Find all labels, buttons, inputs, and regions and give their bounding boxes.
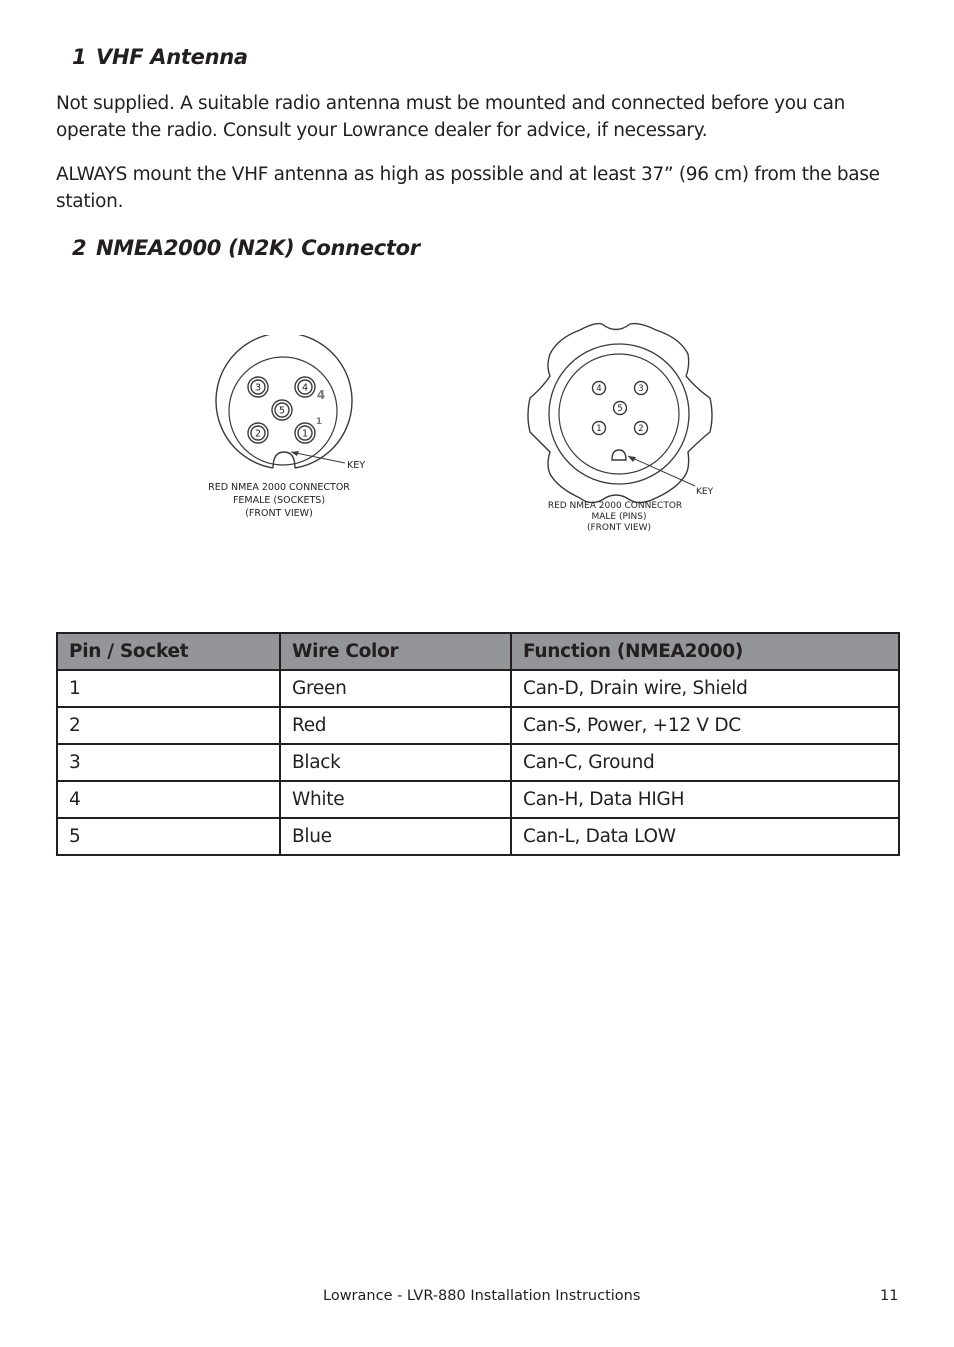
female-pin-5: 5: [278, 405, 286, 417]
table-row: [57, 670, 899, 707]
male-caption-line3: (FRONT VIEW): [586, 523, 652, 533]
table-row: [57, 707, 899, 744]
male-key-label: KEY: [696, 487, 714, 497]
cell-wire-color: Black: [280, 744, 511, 781]
female-caption-line3: (FRONT VIEW): [245, 508, 313, 519]
header-pin-socket: Pin / Socket: [57, 633, 280, 670]
section-number: 1: [72, 45, 87, 69]
female-key-arrow: [291, 452, 345, 463]
section-heading-vhf-antenna: [72, 45, 248, 69]
female-key-notch: [273, 452, 295, 468]
male-caption-line1: RED NMEA 2000 CONNECTOR: [547, 501, 683, 511]
male-pin-1: 1: [596, 424, 602, 434]
table-row: [57, 781, 899, 818]
female-connector-outer-ring: [216, 335, 352, 468]
female-pin-3: 3: [254, 382, 262, 394]
cell-function: Can-S, Power, +12 V DC: [511, 707, 899, 744]
male-connector-figure: [520, 310, 730, 535]
cell-pin: 4: [57, 781, 280, 818]
male-caption-line2: MALE (PINS): [591, 512, 647, 522]
male-connector-drawing: [520, 310, 730, 535]
female-connector-drawing: [195, 335, 375, 525]
table-header-row: [57, 633, 899, 670]
cell-function: Can-L, Data LOW: [511, 818, 899, 855]
section-heading-n2k-connector: [72, 236, 420, 260]
female-caption-line2: FEMALE (SOCKETS): [232, 495, 326, 506]
pin-function-table: [56, 632, 900, 856]
female-pin-4: 4: [301, 382, 309, 394]
header-function: Function (NMEA2000): [511, 633, 899, 670]
header-wire-color: Wire Color: [280, 633, 511, 670]
section-number: 2: [72, 236, 87, 260]
female-side-mark-1: 1: [315, 417, 323, 427]
male-pin-3: 3: [638, 384, 644, 394]
female-key-label: KEY: [347, 460, 366, 471]
female-pin-2: 2: [254, 428, 262, 440]
section-title: VHF Antenna: [96, 45, 248, 69]
footer-page-number: 11: [880, 1288, 899, 1304]
female-side-mark-4: 4: [316, 388, 326, 402]
female-connector-figure: [195, 335, 375, 525]
female-pin-1: 1: [301, 428, 309, 440]
paragraph-antenna-supply: Not supplied. A suitable radio antenna must be mounted and connected before you can operate the radio. Consult your Lowrance dealer for advice, if necessary.: [56, 93, 846, 141]
male-key-notch: [612, 450, 626, 460]
male-pin-2: 2: [638, 424, 644, 434]
cell-pin: 5: [57, 818, 280, 855]
cell-function: Can-C, Ground: [511, 744, 899, 781]
cell-wire-color: Green: [280, 670, 511, 707]
male-pin-4: 4: [596, 384, 602, 394]
cell-wire-color: White: [280, 781, 511, 818]
paragraph-antenna-mounting: ALWAYS mount the VHF antenna as high as possible and at least 37” (96 cm) from the base station.: [56, 164, 880, 212]
table-row: [57, 818, 899, 855]
section-title: NMEA2000 (N2K) Connector: [96, 236, 420, 260]
cell-pin: 3: [57, 744, 280, 781]
male-pin-5: 5: [617, 404, 623, 414]
cell-wire-color: Red: [280, 707, 511, 744]
table-row: [57, 744, 899, 781]
cell-wire-color: Blue: [280, 818, 511, 855]
cell-function: Can-H, Data HIGH: [511, 781, 899, 818]
footer-document-title: Lowrance - LVR-880 Installation Instructions: [323, 1288, 641, 1304]
cell-pin: 2: [57, 707, 280, 744]
female-caption-line1: RED NMEA 2000 CONNECTOR: [208, 482, 350, 493]
cell-pin: 1: [57, 670, 280, 707]
cell-function: Can-D, Drain wire, Shield: [511, 670, 899, 707]
